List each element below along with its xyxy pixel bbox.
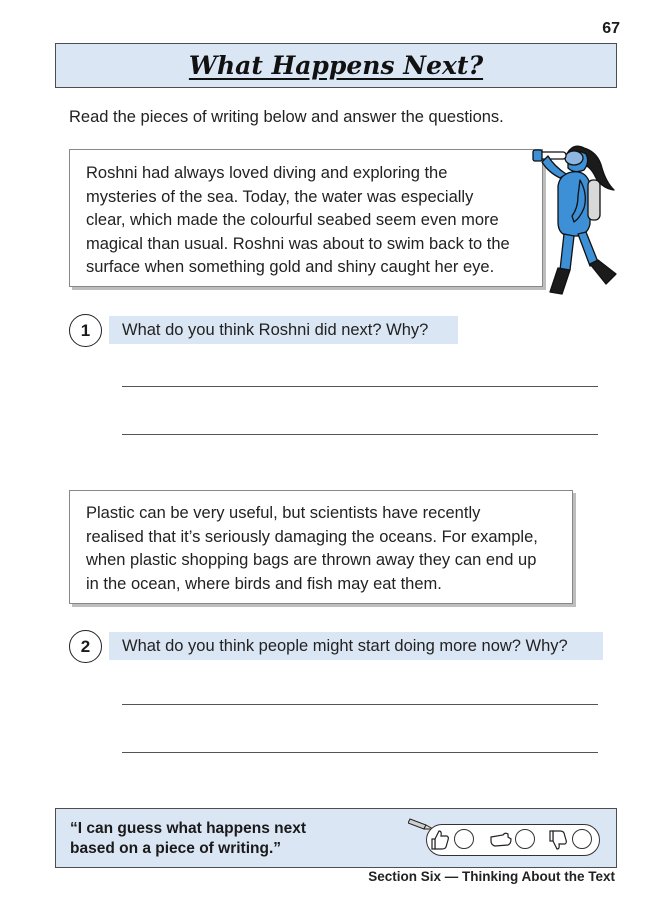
thumb-up-icon[interactable] <box>431 829 451 851</box>
answer-line[interactable] <box>122 752 598 753</box>
quote-line: “I can guess what happens next <box>70 820 307 837</box>
passage-box-plastic <box>69 490 573 604</box>
section-label: Section Six — Thinking About the Text <box>368 869 615 884</box>
scuba-diver-illustration <box>528 138 624 300</box>
passage-line: Plastic can be very useful, but scientists have recently <box>86 504 481 522</box>
thumb-sideways-icon[interactable] <box>489 831 513 849</box>
rating-circle-okay[interactable] <box>515 829 535 849</box>
passage-line: magical than usual. Roshni was about to swim back to the <box>86 234 510 253</box>
self-assessment-quote <box>70 819 306 859</box>
page-number: 67 <box>602 20 620 37</box>
answer-line[interactable] <box>122 386 598 387</box>
instructions: Read the pieces of writing below and answer the questions. <box>69 108 504 126</box>
title-banner <box>55 43 617 88</box>
passage-line: when plastic shopping bags are thrown away they can end up <box>86 551 537 569</box>
thumb-down-icon[interactable] <box>549 829 569 851</box>
question-text: What do you think people might start doing more now? Why? <box>109 632 603 660</box>
quote-line: based on a piece of writing.” <box>70 840 282 857</box>
question-number-circle: 2 <box>69 630 102 663</box>
page-title: What Happens Next? <box>188 51 484 80</box>
rating-circle-needs-work[interactable] <box>572 829 592 849</box>
passage-line: realised that it’s seriously damaging the oceans. For example, <box>86 527 538 546</box>
answer-line[interactable] <box>122 434 598 435</box>
passage-line: Roshni had always loved diving and exploring the <box>86 164 448 182</box>
rating-circle-good[interactable] <box>454 829 474 849</box>
question-text: What do you think Roshni did next? Why? <box>109 316 458 344</box>
passage-line: surface when something gold and shiny caught her eye. <box>86 258 495 276</box>
passage-line: clear, which made the colourful seabed seem even more <box>86 211 499 229</box>
question-number-circle: 1 <box>69 314 102 347</box>
passage-box-roshni <box>69 149 543 287</box>
rating-scale <box>426 824 600 856</box>
answer-line[interactable] <box>122 704 598 705</box>
self-assessment-box <box>55 808 617 868</box>
passage-line: in the ocean, where birds and fish may eat them. <box>86 574 442 593</box>
passage-line: mysteries of the sea. Today, the water was especially <box>86 187 474 206</box>
